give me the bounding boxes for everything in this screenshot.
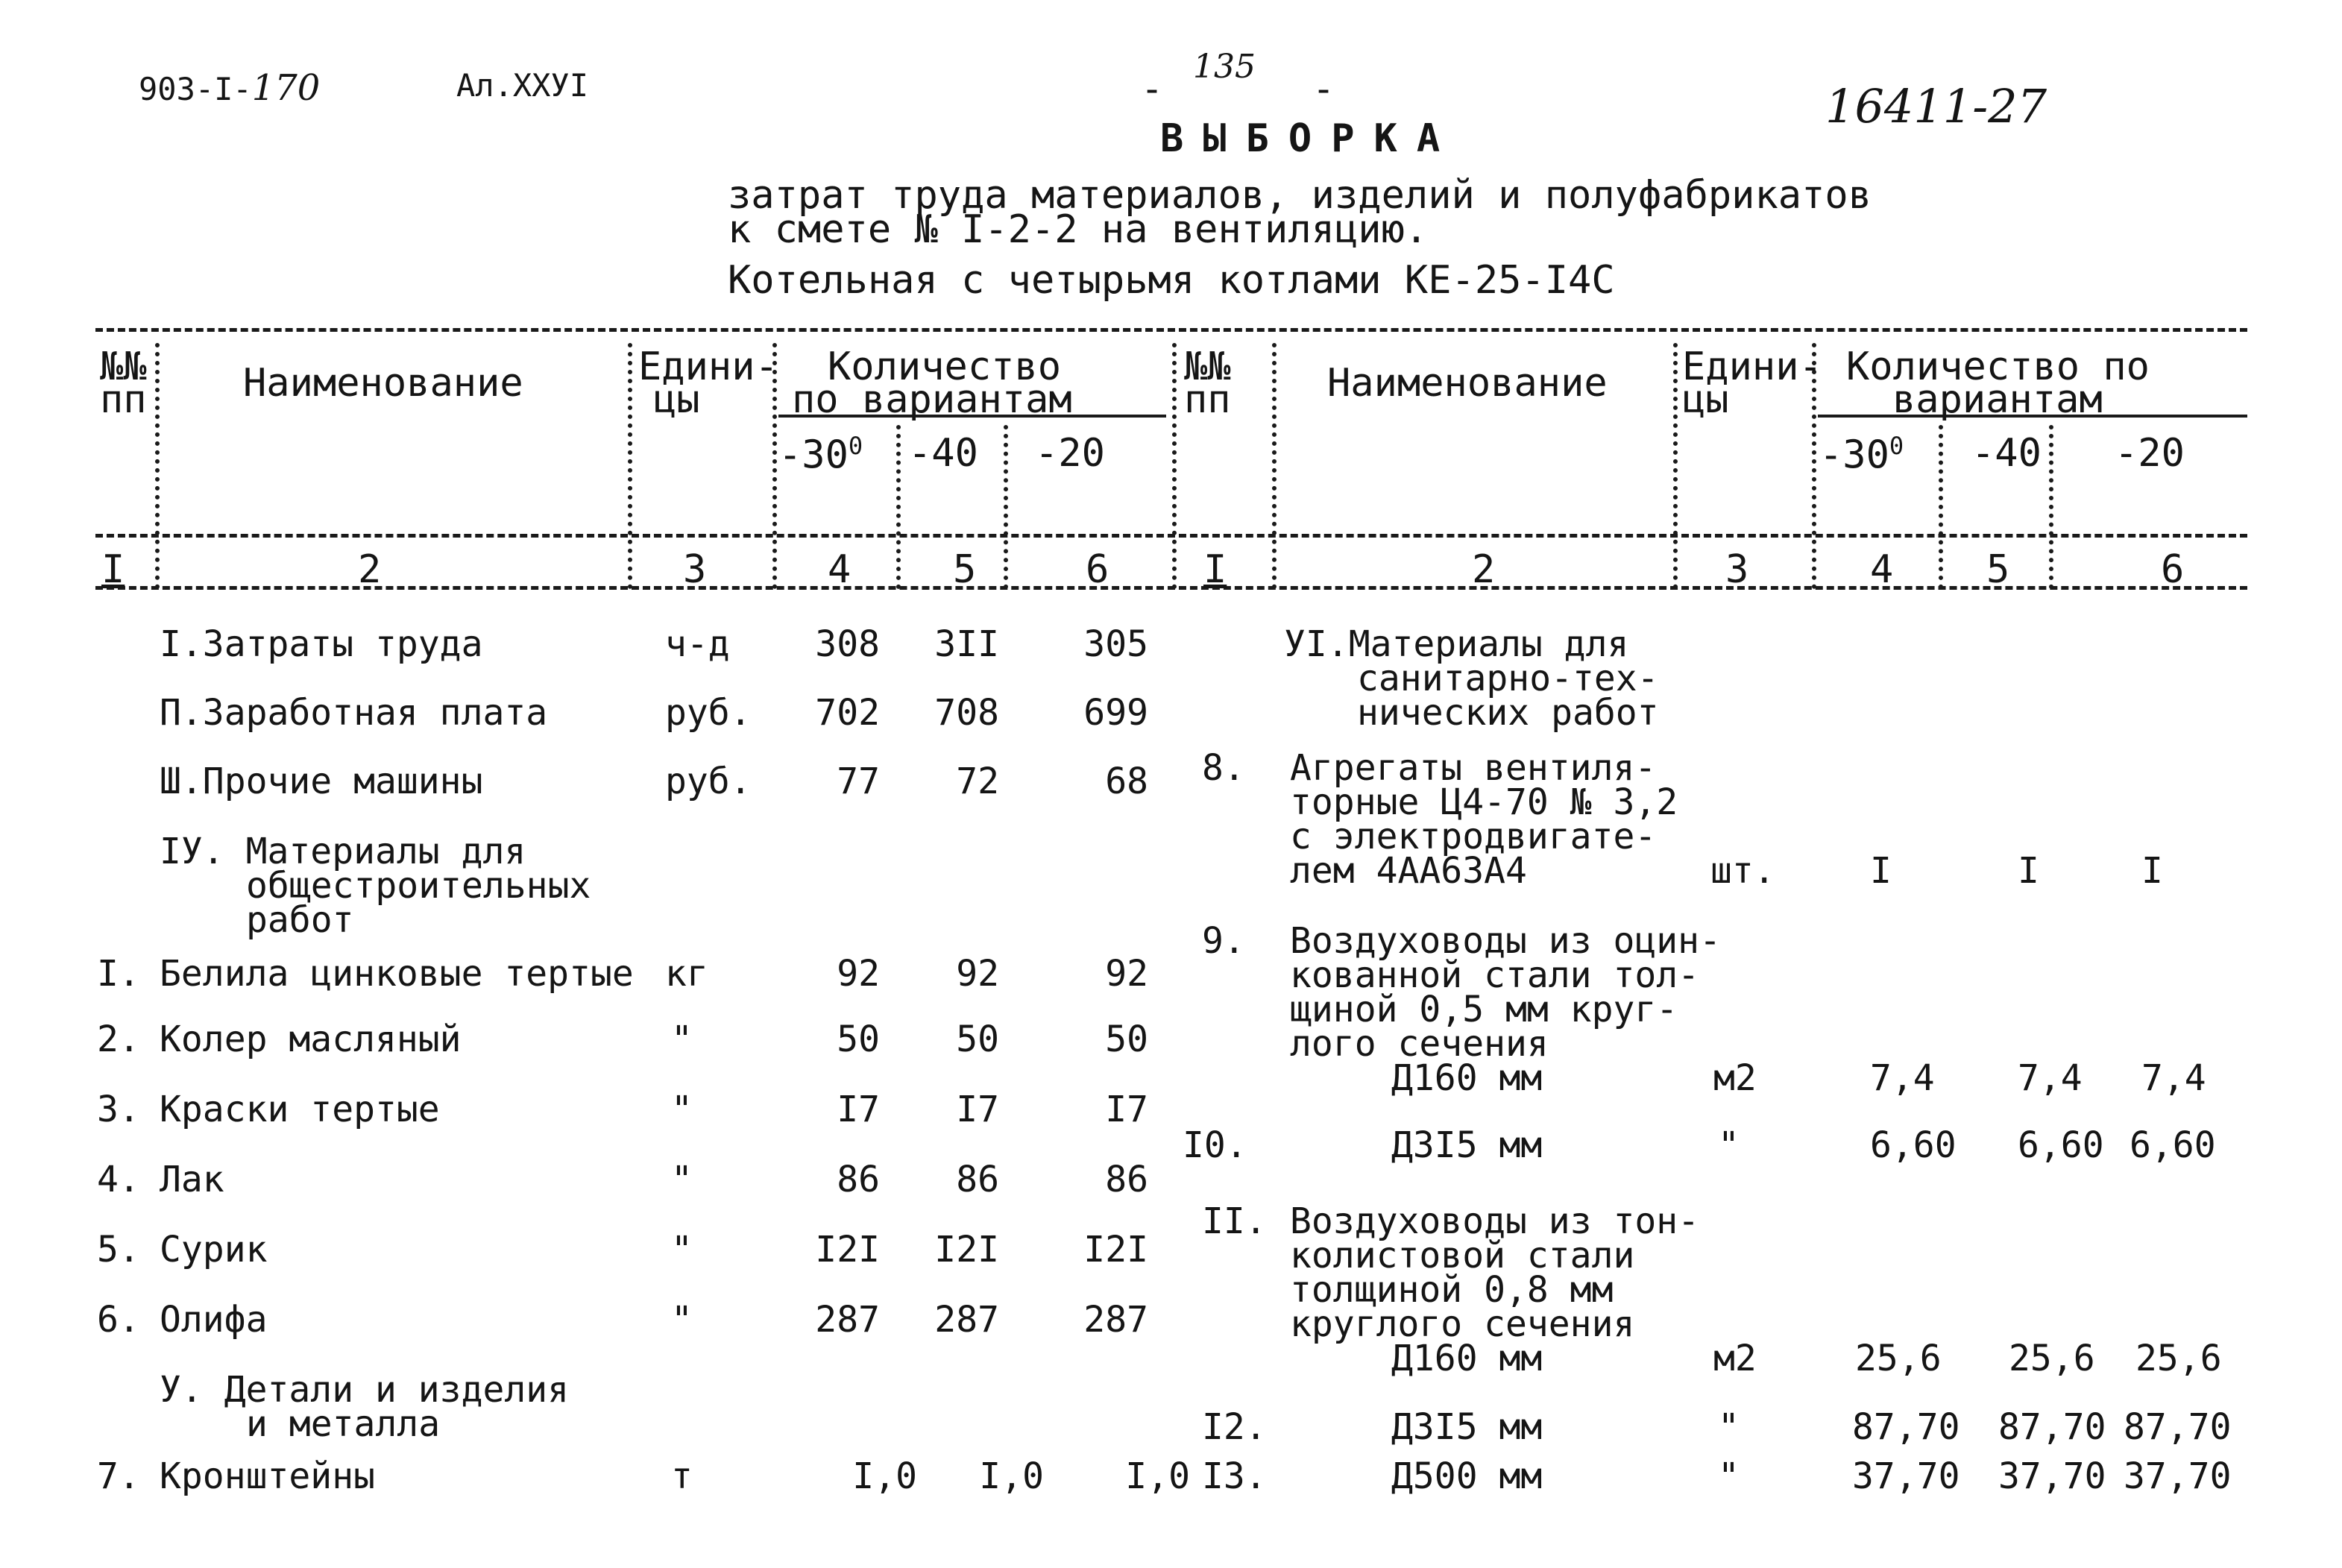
section-heading: У. Детали и изделия — [160, 1369, 570, 1411]
item-number: 4. — [97, 1159, 140, 1200]
header-variant-right-1: $-30^0$ — [1819, 432, 1904, 478]
qty-var-3: I — [2141, 850, 2163, 892]
item-number: I0. — [1183, 1124, 1247, 1166]
colnum-left-5: 5 — [953, 547, 977, 592]
colnum-right-3: 3 — [1725, 547, 1749, 592]
header-num-left: №№ — [100, 344, 147, 389]
col-sep-6 — [1172, 343, 1177, 589]
qty-var-1: I2I — [815, 1229, 880, 1271]
qty-var-2: 50 — [956, 1018, 999, 1060]
item-unit: " — [671, 1159, 693, 1200]
col-sep-11 — [2049, 425, 2053, 589]
title-line-1: затрат труда материалов, изделий и полуфабрикатов — [728, 173, 1872, 218]
qty-var-3: 86 — [1105, 1159, 1148, 1200]
header-unit-right-2: цы — [1682, 377, 1729, 422]
qty-var-3: 7,4 — [2141, 1057, 2206, 1099]
item-name-cont: лем 4АА63А4 — [1290, 850, 1527, 892]
item-name: Д3I5 мм — [1391, 1406, 1543, 1448]
item-name-cont: Д160 мм — [1391, 1057, 1543, 1099]
item-unit: м2 — [1713, 1338, 1757, 1379]
qty-var-2: 25,6 — [2009, 1338, 2095, 1379]
item-name-cont: круглого сечения — [1290, 1303, 1635, 1345]
header-qty-right-2: вариантам — [1892, 377, 2103, 422]
qty-var-1: I — [1870, 850, 1892, 892]
item-name: Олифа — [160, 1299, 268, 1341]
qty-var-1: 92 — [837, 953, 880, 995]
qty-var-2: 37,70 — [1998, 1455, 2106, 1497]
item-number: I3. — [1202, 1455, 1267, 1497]
qty-var-3: 699 — [1083, 692, 1148, 734]
qty-var-2: 6,60 — [2018, 1124, 2104, 1166]
item-number: I2. — [1202, 1406, 1267, 1448]
colnum-right-5: 5 — [1986, 547, 2010, 592]
header-qty-left-1: Количество — [828, 344, 1062, 389]
item-name-cont: щиной 0,5 мм круг- — [1290, 989, 1678, 1030]
colnum-left-3: 3 — [683, 547, 707, 592]
qty-var-1: 86 — [837, 1159, 880, 1200]
header-num-right: №№ — [1184, 344, 1231, 389]
item-name: Д500 мм — [1391, 1455, 1543, 1497]
qty-var-3: I2I — [1083, 1229, 1148, 1271]
item-unit: ч-д — [665, 623, 730, 665]
qty-var-2: 708 — [934, 692, 999, 734]
item-unit: м2 — [1713, 1057, 1757, 1099]
table-column-number-rule — [95, 586, 2247, 590]
qty-var-2: 287 — [934, 1299, 999, 1341]
qty-var-3: 68 — [1105, 761, 1148, 802]
item-unit: " — [1718, 1124, 1740, 1166]
qty-var-3: 50 — [1105, 1018, 1148, 1060]
section-heading-cont: работ — [246, 899, 354, 941]
item-unit: " — [671, 1089, 693, 1130]
qty-var-3: I7 — [1105, 1089, 1148, 1130]
item-number: 2. — [97, 1018, 140, 1060]
album-number: Ал.XXУI — [456, 67, 589, 104]
section-heading-cont: и металла — [246, 1403, 441, 1445]
page-dash-left: - — [1141, 67, 1164, 110]
qty-var-1: 7,4 — [1870, 1057, 1935, 1099]
qty-var-2: 87,70 — [1998, 1406, 2106, 1448]
table-top-rule — [95, 328, 2247, 332]
section-heading: УI.Материалы для — [1284, 623, 1629, 665]
page-dash-right: - — [1312, 67, 1335, 110]
qty-var-2: I2I — [934, 1229, 999, 1271]
item-unit: руб. — [665, 761, 752, 802]
doc-code-typed: 903-I- — [139, 71, 252, 107]
qty-var-2: I,0 — [979, 1455, 1044, 1497]
qty-var-2: 3II — [934, 623, 999, 665]
document-title: ВЫБОРКА — [1160, 116, 1460, 161]
item-name: Краски тертые — [160, 1089, 440, 1130]
item-name: Сурик — [160, 1229, 268, 1271]
header-num2-left: пп — [100, 377, 147, 422]
qty-var-3: 287 — [1083, 1299, 1148, 1341]
section-heading-cont: общестроительных — [246, 865, 591, 907]
item-number: 8. — [1202, 747, 1245, 789]
title-line-2: к смете № I-2-2 на вентиляцию. — [728, 207, 1429, 252]
qty-var-2: 7,4 — [2018, 1057, 2083, 1099]
item-unit: " — [671, 1229, 693, 1271]
item-name: Белила цинковые тертые — [160, 953, 634, 995]
item-name: Кронштейны — [160, 1455, 375, 1497]
colnum-right-4: 4 — [1870, 547, 1894, 592]
header-name-right: Наименование — [1327, 361, 1608, 406]
section-heading-cont: нических работ — [1357, 692, 1659, 734]
qty-var-3: 92 — [1105, 953, 1148, 995]
qty-var-1: 308 — [815, 623, 880, 665]
header-variant-right-3: -20 — [2115, 431, 2185, 476]
qty-var-3: 6,60 — [2129, 1124, 2216, 1166]
qty-var-1: 87,70 — [1852, 1406, 1960, 1448]
qty-var-3: 25,6 — [2135, 1338, 2222, 1379]
title-line-3: Котельная с четырьмя котлами КЕ-25-I4С — [728, 258, 1615, 303]
item-name: Колер масляный — [160, 1018, 462, 1060]
item-name-cont: кованной стали тол- — [1290, 954, 1700, 996]
item-name-cont: колистовой стали — [1290, 1235, 1635, 1276]
item-number: II. — [1202, 1200, 1267, 1242]
item-name: Воздуховоды из тон- — [1290, 1200, 1700, 1242]
col-sep-7 — [1272, 343, 1277, 589]
item-unit: " — [1718, 1455, 1740, 1497]
item-number: I. — [97, 953, 140, 995]
item-name: Лак — [160, 1159, 224, 1200]
item-number: 3. — [97, 1089, 140, 1130]
item-unit: руб. — [665, 692, 752, 734]
header-unit-left-2: цы — [653, 377, 700, 422]
col-sep-8 — [1673, 343, 1678, 589]
item-name: Воздуховоды из оцин- — [1290, 920, 1721, 962]
item-name: I.Затраты труда — [160, 623, 483, 665]
col-sep-1 — [155, 343, 160, 589]
item-unit: " — [671, 1299, 693, 1341]
qty-var-3: 305 — [1083, 623, 1148, 665]
item-name: Д3I5 мм — [1391, 1124, 1543, 1166]
item-number: 5. — [97, 1229, 140, 1271]
item-number: 9. — [1202, 920, 1245, 962]
header-variant-right-2: -40 — [1971, 431, 2042, 476]
header-variant-left-3: -20 — [1035, 431, 1105, 476]
qty-var-2: I — [2018, 850, 2039, 892]
colnum-left-4: 4 — [828, 547, 852, 592]
header-qty-left-2: по вариантам — [792, 377, 1072, 422]
item-unit: шт. — [1710, 850, 1775, 892]
qty-var-1: 25,6 — [1855, 1338, 1942, 1379]
qty-var-2: 72 — [956, 761, 999, 802]
header-name-left: Наименование — [243, 361, 523, 406]
qty-var-3: 87,70 — [2124, 1406, 2232, 1448]
header-qty-right-1: Количество по — [1846, 344, 2150, 389]
qty-var-2: 92 — [956, 953, 999, 995]
header-num2-right: пп — [1184, 377, 1231, 422]
item-name: Агрегаты вентиля- — [1290, 747, 1657, 789]
header-variant-left-2: -40 — [908, 431, 978, 476]
colnum-right-6: 6 — [2161, 547, 2185, 592]
col-sep-2 — [628, 343, 632, 589]
colnum-left-2: 2 — [358, 547, 382, 592]
colnum-right-2: 2 — [1472, 547, 1496, 592]
colnum-right-1: I — [1203, 547, 1227, 592]
section-heading: IУ. Материалы для — [160, 831, 526, 872]
item-unit: " — [1718, 1406, 1740, 1448]
item-unit: т — [671, 1455, 693, 1497]
qty-var-1: 37,70 — [1852, 1455, 1960, 1497]
qty-var-3: I,0 — [1125, 1455, 1190, 1497]
item-unit: кг — [665, 953, 708, 995]
section-heading-cont: санитарно-тех- — [1357, 658, 1659, 699]
header-unit-right-1: Едини- — [1682, 344, 1822, 389]
doc-code — [139, 67, 321, 109]
reference-number: 16411-27 — [1825, 79, 2047, 133]
table-header-rule — [95, 534, 2247, 538]
item-name-cont: с электродвигате- — [1290, 816, 1657, 857]
header-unit-left-1: Едини- — [638, 344, 778, 389]
qty-var-3: 37,70 — [2124, 1455, 2232, 1497]
item-unit: " — [671, 1018, 693, 1060]
header-variant-left-1: $-30^0$ — [778, 432, 863, 478]
qty-var-1: 287 — [815, 1299, 880, 1341]
qty-var-1: 77 — [837, 761, 880, 802]
item-name: Ш.Прочие машины — [160, 761, 483, 802]
col-sep-4 — [896, 425, 901, 589]
qty-var-1: 50 — [837, 1018, 880, 1060]
item-name-cont: лого сечения — [1290, 1023, 1549, 1065]
colnum-left-1: I — [101, 547, 125, 592]
col-sep-10 — [1939, 425, 1943, 589]
qty-var-1: I,0 — [852, 1455, 917, 1497]
colnum-left-6: 6 — [1086, 547, 1109, 592]
doc-code-handwritten: 170 — [251, 67, 321, 109]
item-name: П.Заработная плата — [160, 692, 548, 734]
qty-var-2: I7 — [956, 1089, 999, 1130]
item-number: 6. — [97, 1299, 140, 1341]
qty-var-1: 702 — [815, 692, 880, 734]
item-name-cont: Д160 мм — [1391, 1338, 1543, 1379]
item-name-cont: толщиной 0,8 мм — [1290, 1269, 1614, 1311]
qty-var-1: 6,60 — [1870, 1124, 1957, 1166]
qty-var-1: I7 — [837, 1089, 880, 1130]
qty-var-2: 86 — [956, 1159, 999, 1200]
col-sep-5 — [1004, 425, 1008, 589]
item-number: 7. — [97, 1455, 140, 1497]
page-number: 135 — [1193, 48, 1256, 86]
item-name-cont: торные Ц4-70 № 3,2 — [1290, 781, 1678, 823]
